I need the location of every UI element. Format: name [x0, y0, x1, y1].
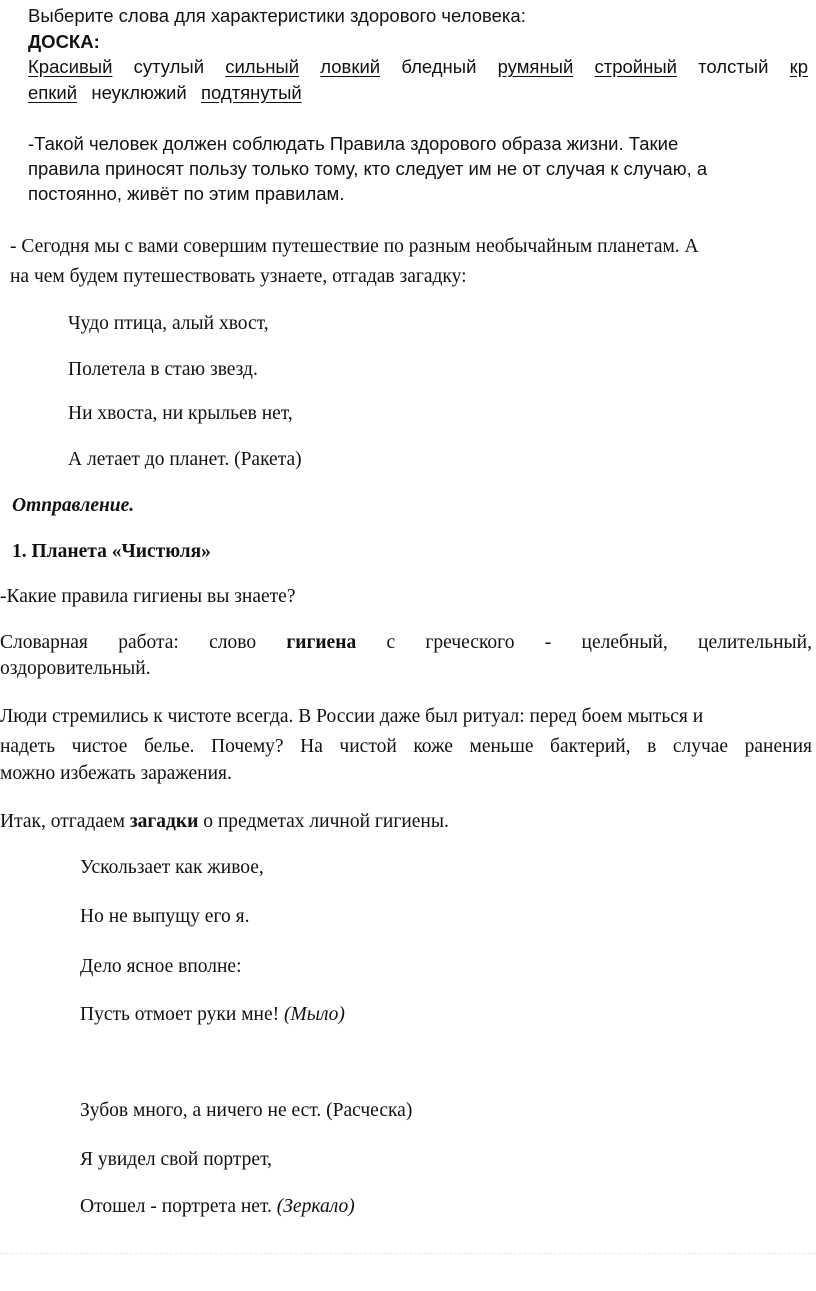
soap-riddle-line-1: Ускользает как живое, — [80, 857, 264, 878]
vocab-line-2: оздоровительный. — [0, 658, 151, 679]
riddles-intro-part-1: Итак, отгадаем — [0, 811, 130, 832]
journey-intro-line-1: - Сегодня мы с вами совершим путешествие по разным необычайным планетам. А — [10, 236, 699, 257]
board-words-line-1 — [28, 55, 808, 79]
rocket-riddle-line-2: Полетела в стаю звезд. — [68, 359, 258, 380]
word-fat: толстый — [698, 56, 769, 77]
riddles-intro — [0, 810, 449, 834]
mirror-riddle-line-2 — [80, 1195, 355, 1219]
soap-answer: (Мыло) — [284, 1004, 345, 1025]
riddles-intro-part-2: о предметах личной гигиены. — [198, 811, 449, 832]
soap-riddle-line-3: Дело ясное вполне: — [80, 956, 242, 977]
planet-heading: 1. Планета «Чистюля» — [12, 541, 211, 562]
vocab-word-7: целебный, — [581, 632, 668, 653]
rule-paragraph-line-1: -Такой человек должен соблюдать Правила здорового образа жизни. Такие — [28, 133, 679, 154]
page-bottom-divider — [0, 1253, 816, 1254]
history-line-2: надеть чистое белье. Почему? На чистой коже меньше бактерий, в случае ранения — [0, 736, 812, 757]
vocab-word-4: с — [386, 632, 396, 653]
soap-riddle-line-2: Но не выпущу его я. — [80, 906, 250, 927]
word-fit: подтянутый — [201, 82, 302, 103]
soap-riddle-last: Пусть отмоет руки мне! — [80, 1004, 284, 1025]
word-ruddy: румяный — [497, 56, 574, 77]
mirror-answer: (Зеркало) — [276, 1196, 355, 1217]
vocab-word-5: греческого — [425, 632, 515, 653]
rocket-riddle-line-4: А летает до планет. (Ракета) — [68, 449, 302, 470]
word-beautiful: Красивый — [28, 56, 113, 77]
rocket-riddle-line-3: Ни хвоста, ни крыльев нет, — [68, 403, 293, 424]
word-strong-part1: кр — [789, 56, 808, 77]
departure-heading: Отправление. — [12, 495, 135, 516]
rule-paragraph-line-2: правила приносят пользу только тому, кто следует им не от случая к случаю, а — [28, 158, 708, 179]
history-line-1: Люди стремились к чистоте всегда. В России даже был ритуал: перед боем мыться и — [0, 706, 704, 727]
mirror-riddle-last: Отошел - портрета нет. — [80, 1196, 277, 1217]
board-words-line-2 — [28, 81, 302, 105]
word-stooped: сутулый — [133, 56, 205, 77]
word-slim: стройный — [594, 56, 677, 77]
vocab-term: гигиена — [286, 632, 357, 653]
vocab-word-1: Словарная — [0, 632, 88, 653]
riddles-intro-bold: загадки — [129, 811, 199, 832]
hygiene-question: -Какие правила гигиены вы знаете? — [0, 586, 296, 607]
rule-paragraph-line-3: постоянно, живёт по этим правилам. — [28, 183, 345, 204]
word-agile: ловкий — [320, 56, 381, 77]
comb-riddle: Зубов много, а ничего не ест. (Расческа) — [80, 1100, 413, 1121]
word-pale: бледный — [401, 56, 477, 77]
vocab-word-2: работа: — [118, 632, 179, 653]
task-prompt: Выберите слова для характеристики здорового человека: — [28, 5, 526, 26]
word-strong-part2: епкий — [28, 82, 78, 103]
vocab-word-3: слово — [209, 632, 257, 653]
history-line-3: можно избежать заражения. — [0, 763, 232, 784]
word-clumsy: неуклюжий — [91, 82, 187, 103]
journey-intro-line-2: на чем будем путешествовать узнаете, отгадав загадку: — [10, 266, 467, 287]
soap-riddle-line-4 — [80, 1003, 345, 1027]
vocab-word-8: целительный, — [698, 632, 812, 653]
rocket-riddle-line-1: Чудо птица, алый хвост, — [68, 313, 269, 334]
mirror-riddle-line-1: Я увидел свой портрет, — [80, 1149, 273, 1170]
word-strong: сильный — [225, 56, 300, 77]
board-heading: ДОСКА: — [28, 31, 100, 52]
vocab-line-1 — [0, 631, 812, 655]
vocab-word-6: - — [544, 632, 552, 653]
